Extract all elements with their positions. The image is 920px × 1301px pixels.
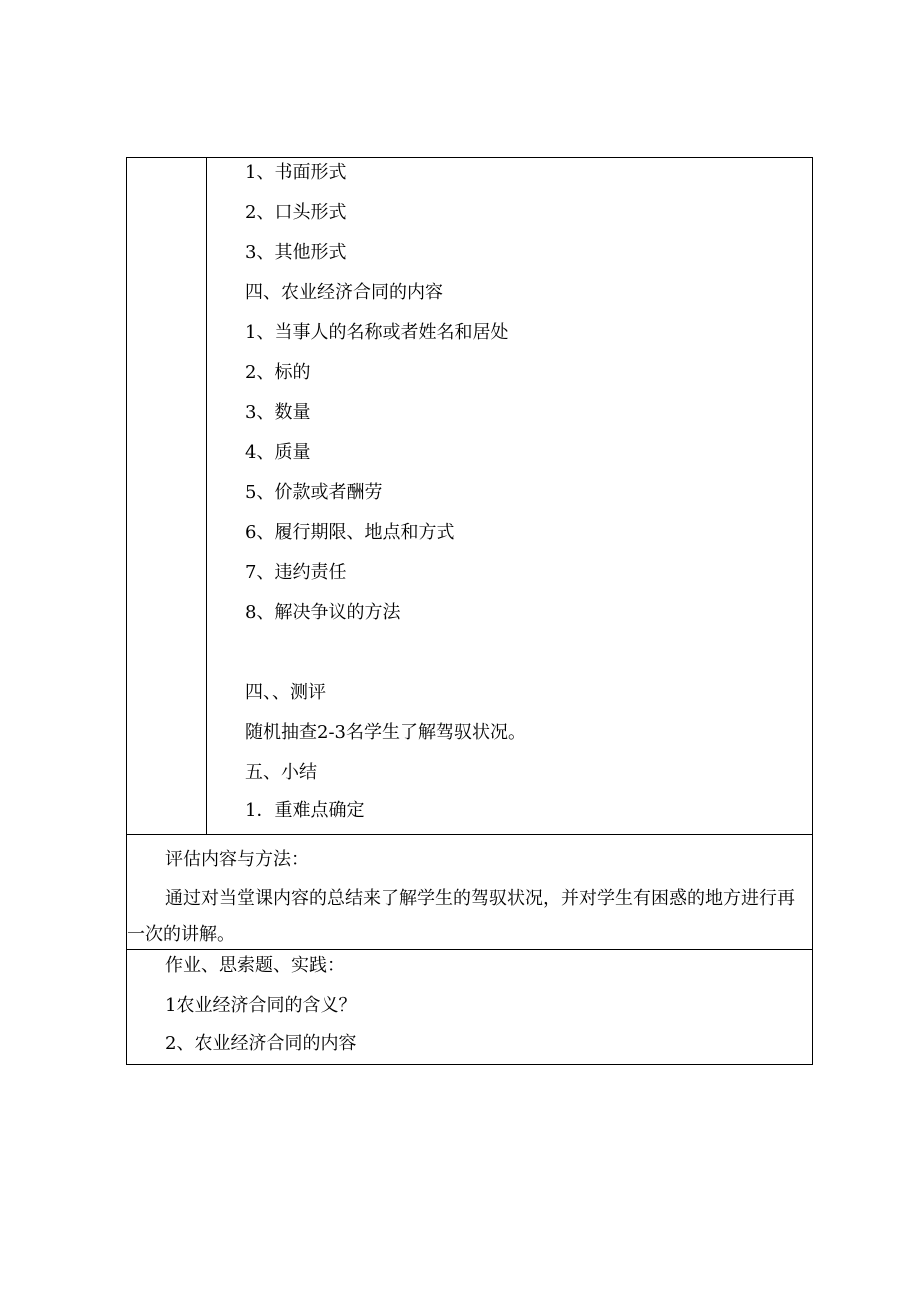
content-heading: 四、、测评 (245, 682, 326, 703)
homework-item: 2、农业经济合同的内容 (165, 1033, 357, 1054)
content-line: 1、书面形式 (245, 162, 347, 183)
content-line: 5、价款或者酬劳 (245, 482, 383, 503)
content-line: 3、其他形式 (245, 242, 347, 263)
content-line: 7、违约责任 (245, 562, 347, 583)
lesson-table (126, 157, 813, 1065)
content-line: 1．重难点确定 (245, 800, 365, 821)
evaluation-heading: 评估内容与方法： (165, 849, 309, 870)
content-line: 4、质量 (245, 442, 311, 463)
homework-row (127, 950, 812, 1064)
content-line: 2、口头形式 (245, 202, 347, 223)
left-label-cell (127, 158, 207, 834)
content-line: 2、标的 (245, 362, 311, 383)
evaluation-body: 通过对当堂课内容的总结来了解学生的驾驭状况，并对学生有困惑的地方进行再一次的讲解。 (127, 888, 795, 945)
homework-heading: 作业、思索题、实践： (165, 955, 345, 976)
content-line: 3、数量 (245, 402, 311, 423)
content-row (127, 158, 812, 835)
evaluation-row (127, 835, 812, 950)
homework-item: 1农业经济合同的含义？ (165, 995, 357, 1016)
content-line: 1、当事人的名称或者姓名和居处 (245, 322, 509, 343)
content-line: 8、解决争议的方法 (245, 602, 401, 623)
content-line: 随机抽查2-3名学生了解驾驭状况。 (245, 722, 526, 743)
content-line: 6、履行期限、地点和方式 (245, 522, 455, 543)
content-heading: 五、小结 (245, 762, 317, 783)
content-heading: 四、农业经济合同的内容 (245, 282, 443, 303)
